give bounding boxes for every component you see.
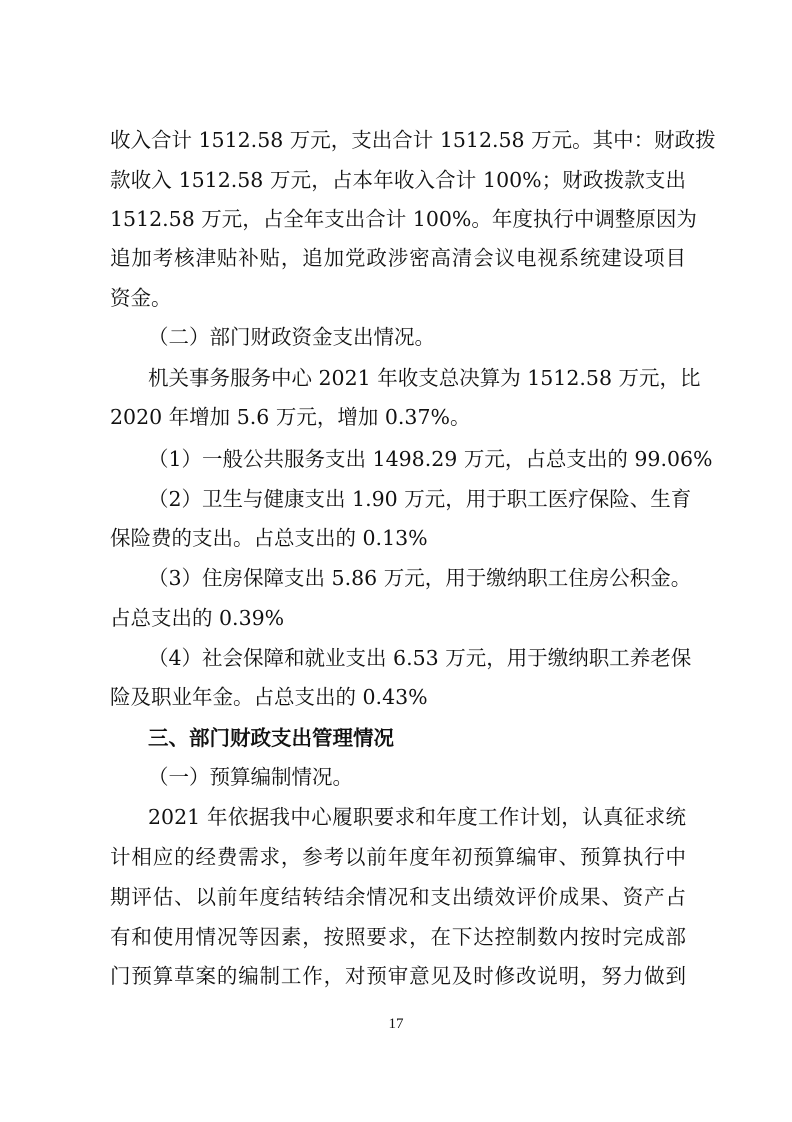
section-heading: 三、部门财政支出管理情况	[148, 726, 394, 750]
list-item: （3）住房保障支出 5.86 万元，用于缴纳职工住房公积金。	[148, 566, 692, 590]
section-subheading: （二）部门财政资金支出情况。	[148, 325, 435, 349]
list-item: （1）一般公共服务支出 1498.29 万元，占总支出的 99.06%	[148, 447, 713, 471]
body-line: 机关事务服务中心 2021 年收支总决算为 1512.58 万元，比	[148, 366, 701, 390]
list-item: （4）社会保障和就业支出 6.53 万元，用于缴纳职工养老保	[148, 646, 692, 670]
body-line: 门预算草案的编制工作，对预审意见及时修改说明，努力做到	[110, 964, 686, 988]
section-subheading: （一）预算编制情况。	[148, 765, 353, 789]
body-line: 追加考核津贴补贴，追加党政涉密高清会议电视系统建设项目	[110, 246, 686, 270]
body-line: 期评估、以前年度结转结余情况和支出绩效评价成果、资产占	[110, 885, 686, 909]
body-line: 款收入 1512.58 万元，占本年收入合计 100%；财政拨款支出	[110, 168, 686, 192]
body-line: 资金。	[110, 286, 172, 310]
page-number: 17	[388, 1016, 404, 1032]
body-line: 保险费的支出。占总支出的 0.13%	[110, 526, 428, 550]
body-line: 2021 年依据我中心履职要求和年度工作计划，认真征求统	[148, 805, 686, 829]
body-line: 有和使用情况等因素，按照要求，在下达控制数内按时完成部	[110, 925, 686, 949]
body-line: 收入合计 1512.58 万元，支出合计 1512.58 万元。其中：财政拨	[110, 128, 716, 152]
body-line: 险及职业年金。占总支出的 0.43%	[110, 685, 428, 709]
body-line: 计相应的经费需求，参考以前年度年初预算编审、预算执行中	[110, 845, 686, 869]
body-line: 2020 年增加 5.6 万元，增加 0.37%。	[110, 405, 471, 429]
body-line: 1512.58 万元，占全年支出合计 100%。年度执行中调整原因为	[110, 207, 697, 231]
list-item: （2）卫生与健康支出 1.90 万元，用于职工医疗保险、生育	[148, 487, 692, 511]
body-line: 占总支出的 0.39%	[110, 606, 285, 630]
